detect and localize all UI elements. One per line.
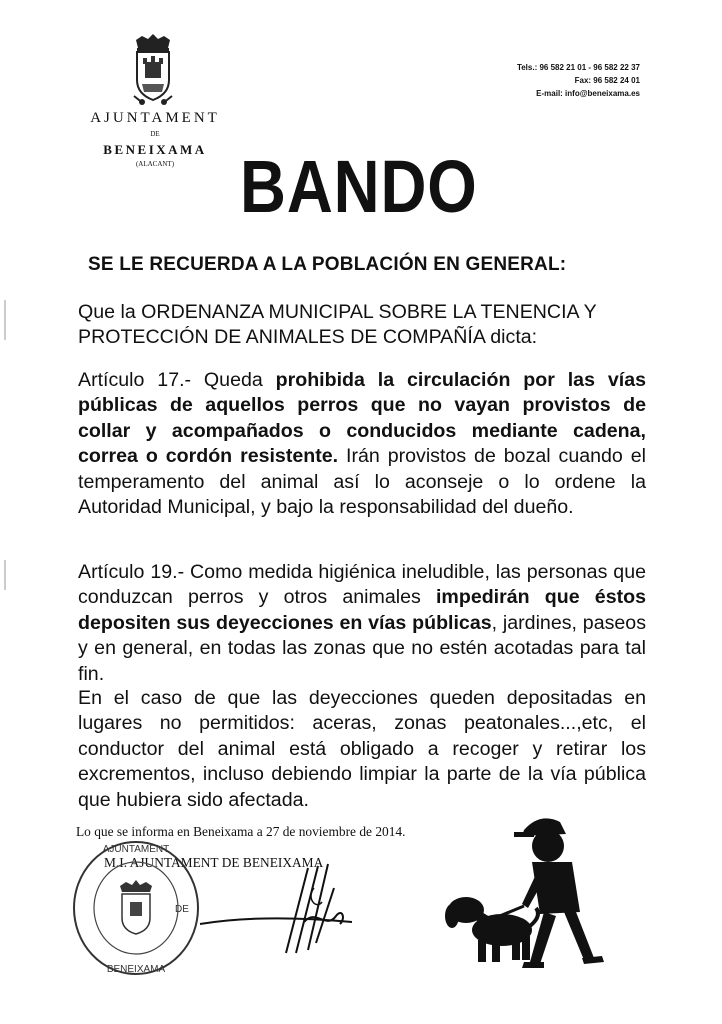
org-town: BENEIXAMA — [103, 142, 207, 157]
intro-paragraph: Que la ORDENANZA MUNICIPAL SOBRE LA TENENCIA Y PROTECCIÓN DE ANIMALES DE COMPAÑÍA dicta: — [78, 301, 597, 349]
article-17 — [78, 368, 646, 520]
article-17-bold: prohibida la circulación por las vías públicas de aquellos perros que no vayan provistos de collar y acompañados o conducidos mediante cadena, correa o cordón resistente. — [78, 369, 646, 468]
svg-text:BENEIXAMA: BENEIXAMA — [106, 964, 166, 975]
svg-text:AJUNTAMENT: AJUNTAMENT — [102, 844, 170, 855]
contact-phones: Tels.: 96 582 21 01 - 96 582 22 37 — [516, 63, 640, 72]
org-name-de: DE — [150, 130, 160, 138]
contact-fax: Fax: 96 582 24 01 — [574, 76, 640, 85]
subtitle: SE LE RECUERDA A LA POBLACIÓN EN GENERAL: — [88, 254, 567, 275]
official-seal-stamp — [70, 838, 202, 978]
article-19-rest: , jardines, paseos y en general, en todas las zonas que no estén acotadas para tal fin. — [78, 611, 646, 685]
org-province: (ALACANT) — [135, 160, 175, 168]
org-name: AJUNTAMENT — [90, 110, 220, 126]
scan-margin-mark — [4, 560, 6, 590]
article-17-rest: Irán provistos de bozal cuando el temperamento del animal así lo aconseje o lo ordene la Autoridad Municipal, y bajo la responsabilidad del dueño. — [78, 445, 647, 519]
article-19-lead: Artículo 19.- Como medida higiénica ineludible, las personas que conduzcan perros y otros animales — [78, 561, 646, 609]
scan-margin-mark — [4, 300, 6, 340]
page-title: BANDO — [240, 145, 478, 228]
municipal-crest-icon — [128, 34, 178, 108]
contact-email: E-mail: info@beneixama.es — [536, 89, 640, 98]
person-walking-dog-icon — [432, 812, 642, 972]
svg-text:DE: DE — [175, 904, 189, 915]
signatory: M.I. AJUNTAMENT DE BENEIXAMA — [104, 855, 324, 870]
article-19 — [78, 560, 646, 687]
handwritten-signature — [196, 858, 356, 958]
article-19-continuation: En el caso de que las deyecciones queden depositadas en lugares no permitidos: aceras, zonas peatonales...,etc, el conductor del animal está obligado a recoger y retirar los excrementos, incluso debiendo limpiar la parte de la vía pública que hubiera sido afectada. — [78, 687, 646, 811]
article-19-bold: impedirán que éstos depositen sus deyecciones en vías públicas — [78, 586, 646, 634]
article-17-lead: Artículo 17.- Queda — [78, 369, 276, 391]
footer-note: Lo que se informa en Beneixama a 27 de noviembre de 2014. — [76, 824, 406, 839]
